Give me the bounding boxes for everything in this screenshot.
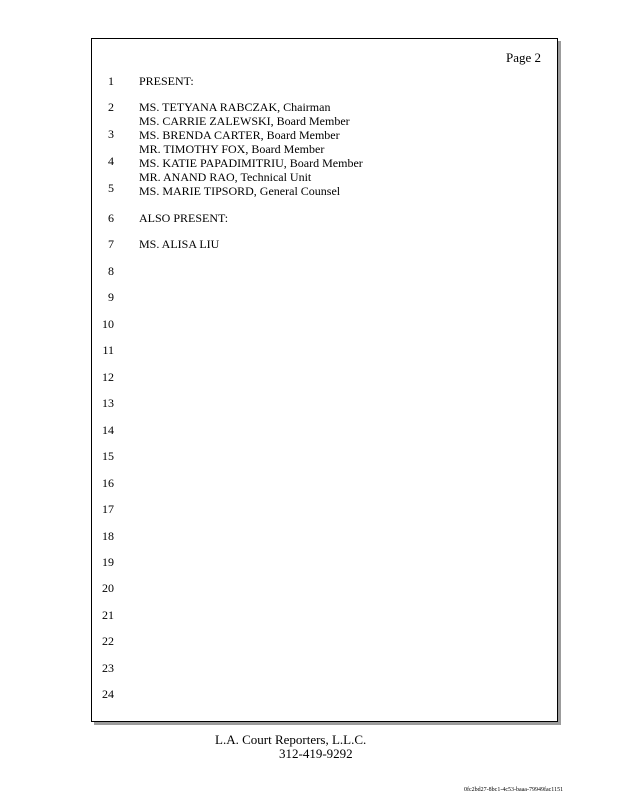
line-number: 15	[102, 449, 114, 463]
line-number: 1	[108, 74, 114, 88]
footer-phone: 312-419-9292	[279, 746, 353, 761]
attendee-line: MR. TIMOTHY FOX, Board Member	[139, 142, 325, 156]
line-number: 9	[108, 290, 114, 304]
line-number: 3	[108, 127, 114, 141]
present-heading: PRESENT:	[139, 74, 194, 88]
line-number: 12	[102, 370, 114, 384]
line-number: 18	[102, 529, 114, 543]
attendee-line: MS. MARIE TIPSORD, General Counsel	[139, 184, 341, 198]
also-present-line: MS. ALISA LIU	[139, 237, 220, 251]
line-number: 24	[102, 687, 114, 701]
also-present-heading: ALSO PRESENT:	[139, 211, 229, 225]
transcript-page	[91, 38, 558, 722]
line-number: 20	[102, 581, 114, 595]
line-number: 17	[102, 502, 114, 516]
line-number: 6	[108, 211, 114, 225]
line-number: 8	[108, 264, 114, 278]
attendee-line: MS. TETYANA RABCZAK, Chairman	[139, 100, 331, 114]
document-id: 0fc2bd27-8bc1-4c53-baaa-79949fac1151	[464, 787, 564, 793]
attendee-line: MS. CARRIE ZALEWSKI, Board Member	[139, 114, 350, 128]
page-number: Page 2	[505, 50, 541, 65]
line-number: 4	[108, 154, 114, 168]
line-number: 13	[102, 396, 114, 410]
line-number: 11	[102, 343, 114, 357]
line-number: 7	[108, 237, 114, 251]
attendee-line: MS. BRENDA CARTER, Board Member	[139, 128, 340, 142]
line-number: 21	[102, 608, 114, 622]
line-number: 16	[102, 476, 114, 490]
footer-company: L.A. Court Reporters, L.L.C.	[215, 732, 367, 747]
attendee-line: MR. ANAND RAO, Technical Unit	[139, 170, 312, 184]
line-number: 23	[102, 661, 114, 675]
line-number: 5	[108, 181, 114, 195]
attendee-line: MS. KATIE PAPADIMITRIU, Board Member	[139, 156, 363, 170]
line-number: 10	[102, 317, 114, 331]
line-number: 14	[102, 423, 114, 437]
line-number: 19	[102, 555, 114, 569]
line-number: 22	[102, 634, 114, 648]
line-number: 2	[108, 100, 114, 114]
